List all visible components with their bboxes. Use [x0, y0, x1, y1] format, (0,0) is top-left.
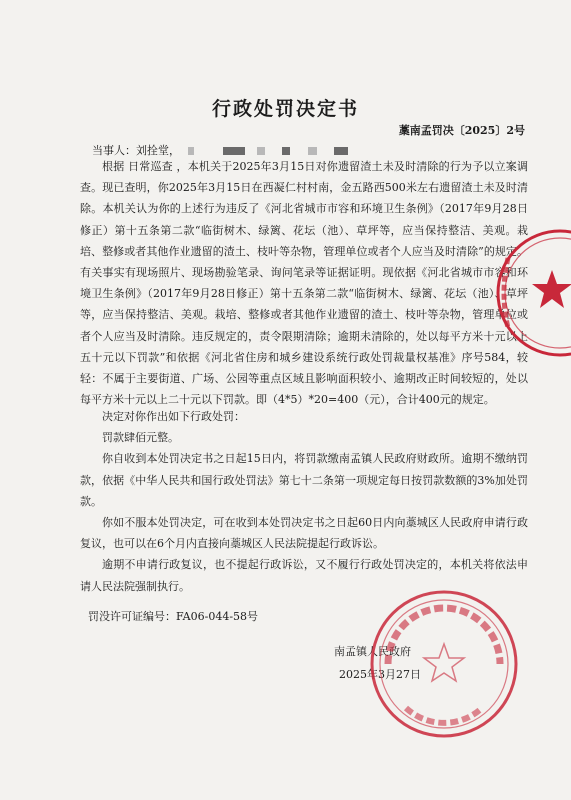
document-number: 藁南孟罚决〔2025〕2号 [398, 124, 525, 137]
signature-org: 南孟镇人民政府 [334, 645, 411, 658]
redaction-mark [282, 147, 290, 155]
redaction-mark [223, 147, 245, 155]
redaction-mark [308, 147, 317, 155]
party-label: 当事人： [92, 144, 136, 157]
redaction-mark [188, 147, 194, 155]
redaction-mark [334, 147, 348, 155]
facts-paragraph: 根据 日常巡查 ，本机关于2025年3月15日对你遗留渣土未及时清除的行为予以立案调查。现已查明，你2025年3月15日在西凝仁村村南，金五路西500米左右遗留渣土未及时清除。本机关认为你的上述行为违反了《河北省城市市容和环境卫生条例》（2017年9月28日修正）第十五条第二款“临街树木、绿篱、花坛（池）、草坪等，应当保持整洁、美观。栽培、整修或者其他作业遗留的渣土、枝叶等杂物，管理单位或者个人应当及时清除”的规定。有关事实有现场照片、现场勘验笔录、询问笔录等证据证明。现依据《河北省城市市容和环境卫生条例》（2017年9月28日修正）第十五条第二款“临街树木、绿篱、花坛（池）、草坪等，应当保持整洁、美观。栽培、整修或者其他作业遗留的渣土、枝叶等杂物，管理单位或者个人应当及时清除。违反规定的，责令限期清除；逾期未清除的，处以每平方米十元以上五十元以下罚款”和依据《河北省住房和城乡建设系统行政处罚裁量权基准》序号584，较轻：不属于主要街道、广场、公园等重点区域且影响面积较小、逾期改正时间较短的，处以每平方米十元以上二十元以下罚款。即（4*5）*20=400（元），合计400元的规定。 [80, 160, 528, 407]
decision-intro: 决定对你作出如下行政处罚： [102, 410, 245, 423]
redaction-mark [257, 147, 265, 155]
decision-body [80, 156, 528, 410]
party-name: 刘拴堂， [136, 144, 180, 157]
enforcement-paragraph: 逾期不申请行政复议，也不提起行政诉讼，又不履行行政处罚决定的，本机关将依法申请人民法院强制执行。 [80, 558, 528, 593]
penalty-amount: 罚款肆佰元整。 [102, 431, 179, 445]
appeal-paragraph: 你如不服本处罚决定，可在收到本处罚决定书之日起60日内向藁城区人民政府申请行政复议，也可以在6个月内直接向藁城区人民法院提起行政诉讼。 [80, 516, 528, 551]
document-title: 行政处罚决定书 [211, 98, 359, 120]
signature-date: 2025年3月27日 [339, 668, 421, 681]
payment-paragraph: 你自收到本处罚决定书之日起15日内，将罚款缴南孟镇人民政府财政所。逾期不缴纳罚款，依据《中华人民共和国行政处罚法》第七十二条第一项规定每日按罚款数额的3%加处罚款。 [80, 452, 528, 508]
license-line-wrap [88, 606, 536, 627]
decision-body-2 [80, 406, 528, 597]
license-number: 罚没许可证编号：FA06-044-58号 [88, 610, 259, 623]
